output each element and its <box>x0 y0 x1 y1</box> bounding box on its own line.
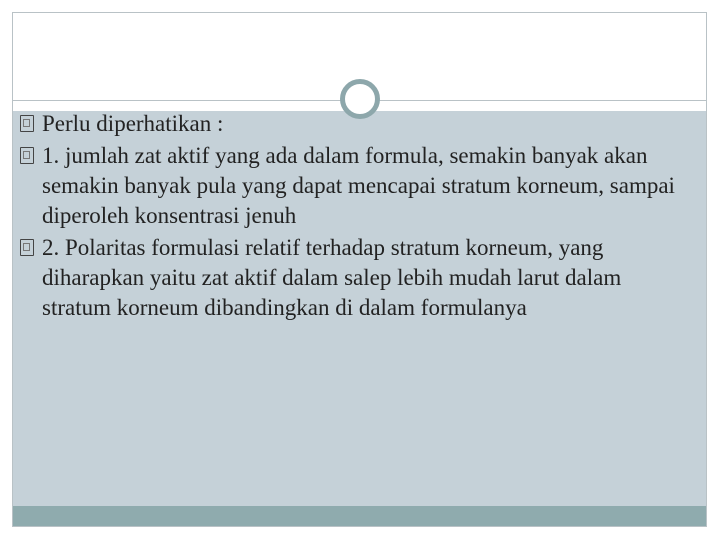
bullet-text: 1. jumlah zat aktif yang ada dalam formula, semakin banyak akan semakin banyak pula yang dapat mencapai stratum korneum, sampai diperoleh konsentrasi jenuh <box>42 143 675 228</box>
missing-glyph-box-icon <box>20 115 34 132</box>
bullet-item <box>17 233 687 323</box>
missing-glyph-box-icon <box>20 147 34 164</box>
footer-bar <box>13 506 706 526</box>
bullet-item <box>17 109 687 139</box>
bullet-text: Perlu diperhatikan : <box>42 111 224 136</box>
bullet-item <box>17 141 687 231</box>
bullet-text: 2. Polaritas formulasi relatif terhadap stratum korneum, yang diharapkan yaitu zat aktif dalam salep lebih mudah larut dalam stratum korneum dibandingkan di dalam formulanya <box>42 235 622 320</box>
missing-glyph-box-icon <box>20 239 34 256</box>
bullet-list <box>17 109 687 325</box>
